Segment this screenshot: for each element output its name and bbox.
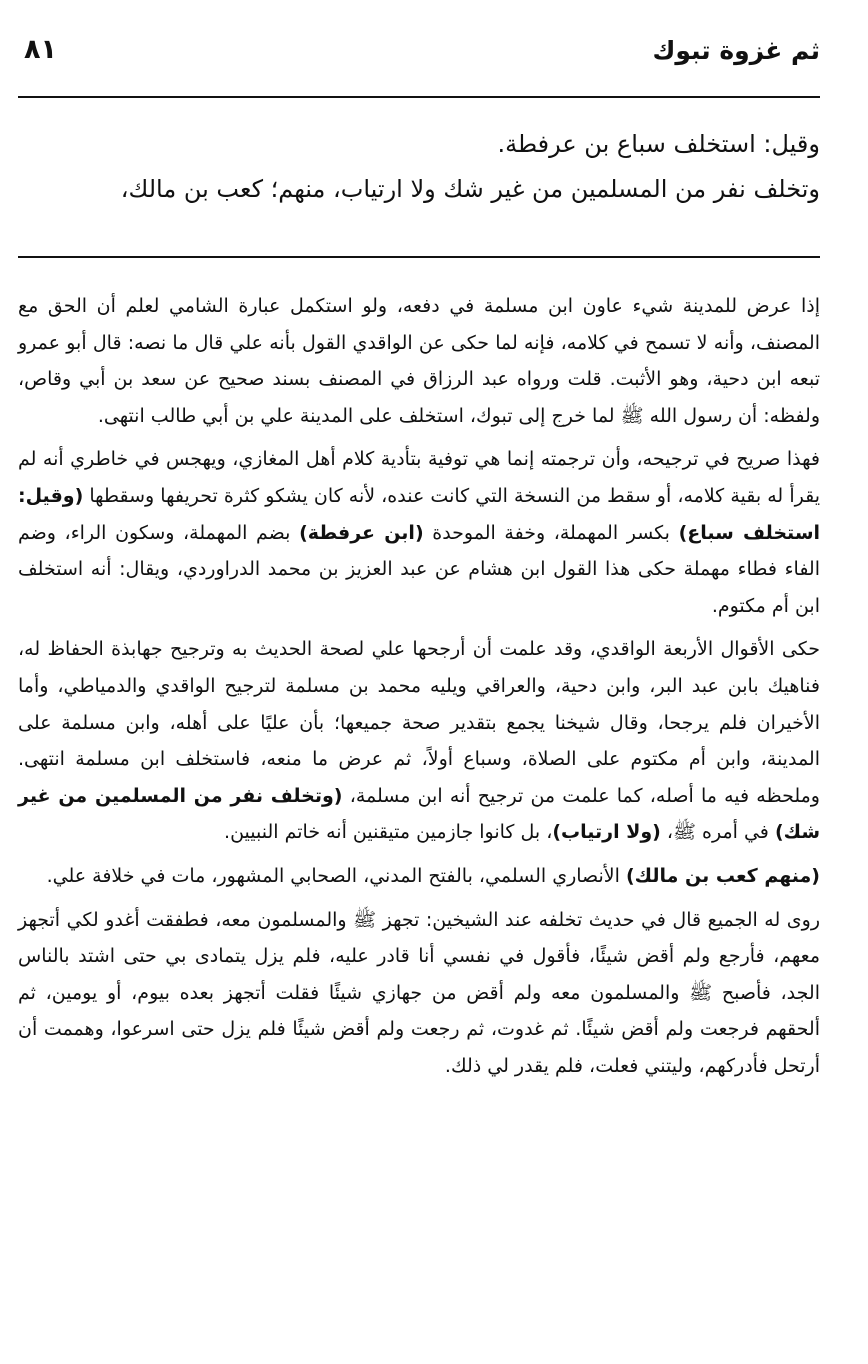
main-text-line: وقيل: استخلف سباع بن عرفطة. <box>497 130 820 158</box>
commentary-paragraph <box>18 441 820 624</box>
quoted-main-text: (ابن عرفطة) <box>299 521 424 544</box>
quoted-main-text: (ولا ارتياب) <box>552 821 661 844</box>
commentary-text: فهذا صريح في ترجيحه، وأن ترجمته إنما هي توفية بتأدية كلام أهل المغازي، ويهجس في خاطري أنه لم يقرأ له بقية كلامه، أو سقط من النسخة التي كانت عنده، لأنه كان يشكو كثرة تحريفها وسقطها <box>18 448 820 507</box>
commentary-text: ، بل كانوا جازمين متيقنين أنه خاتم النبيين. <box>224 821 553 844</box>
commentary-text: الأنصاري السلمي، بالفتح المدني، الصحابي المشهور، مات في خلافة علي. <box>46 864 626 887</box>
quoted-main-text: (وتخلف نفر من المسلمين من غير شك) <box>18 784 820 844</box>
commentary-paragraph <box>18 631 820 851</box>
text-separator-rule <box>18 256 820 258</box>
commentary-text: في أمره ﷺ، <box>660 821 775 844</box>
commentary-text: حكى الأقوال الأربعة الواقدي، وقد علمت أن أرجحها علي لصحة الحديث به وترجيح جهابذة الحفاظ له، فناهيك بابن عبد البر، وابن دحية، والعراقي ويليه محمد بن مسلمة لترجيح الواقدي والدمياطي، وأما الأخيران فلم يرجحا، وقال شيخنا يجمع بتقدير صحة جميعها؛ بأن عليًا على أهله، وابن مسلمة على المدينة، وابن أم مكتوم على الصلاة، وسباع أولاً، ثم عرض ما منعه، فاستخلف ابن مسلمة انتهى. وملحظه فيه ما أصله، كما علمت من ترجيح أنه ابن مسلمة، <box>18 638 820 807</box>
commentary-paragraph: روى له الجميع قال في حديث تخلفه عند الشيخين: تجهز ﷺ والمسلمون معه، فطفقت أغدو لكي أتجهز معهم، فأرجع ولم أقض شيئًا، فأقول في نفسي أنا قادر عليه، فلم يزل يتمادى بي حتى اشتد بالناس الجد، فأصبح ﷺ والمسلمون معه ولم أقض من جهازي شيئًا فقلت أتجهز بعده بيوم، أو يومين، ثم ألحقهم فرجعت ولم أقض شيئًا. ثم غدوت، ثم رجعت ولم أقض شيئًا فلم يزل حتى اسرعوا، وهممت أن أرتحل فأدركهم، وليتني فعلت، فلم يقدر لي ذلك. <box>18 908 820 1077</box>
main-text <box>18 122 820 212</box>
quoted-main-text: (وقيل: استخلف سباع) <box>18 484 821 544</box>
commentary-paragraph <box>18 858 820 895</box>
commentary-text: بكسر المهملة، وخفة الموحدة <box>423 521 679 544</box>
quoted-main-text: (منهم كعب بن مالك) <box>625 864 820 887</box>
commentary <box>18 288 820 1091</box>
running-title: ثم غزوة تبوك <box>652 36 820 65</box>
main-text-line: وتخلف نفر من المسلمين من غير شك ولا ارتياب، منهم؛ كعب بن مالك، <box>120 175 820 203</box>
page-number: ٨١ <box>24 34 57 65</box>
commentary-text: بضم المهملة، وسكون الراء، وضم الفاء فطاء مهملة حكى هذا القول ابن هشام عن عبد العزيز بن محمد الدراوردي، ويقال: أنه استخلف ابن أم مكتوم. <box>18 521 820 617</box>
commentary-paragraph: إذا عرض للمدينة شيء عاون ابن مسلمة في دفعه، ولو استكمل عبارة الشامي لعلم أن الحق مع المصنف، وأنه لا تسمح في كلامه، فإنه لما حكى عن الواقدي القول بأنه علي قال ما نصه: قال أبو عمرو تبعه ابن دحية، وهو الأثبت. قلت ورواه عبد الرزاق في المصنف بسند صحيح عن سعد بن أبي وقاص، ولفظه: أن رسول الله ﷺ لما خرج إلى تبوك، استخلف على المدينة علي بن أبي طالب انتهى. <box>18 295 820 427</box>
page-header <box>18 30 820 98</box>
